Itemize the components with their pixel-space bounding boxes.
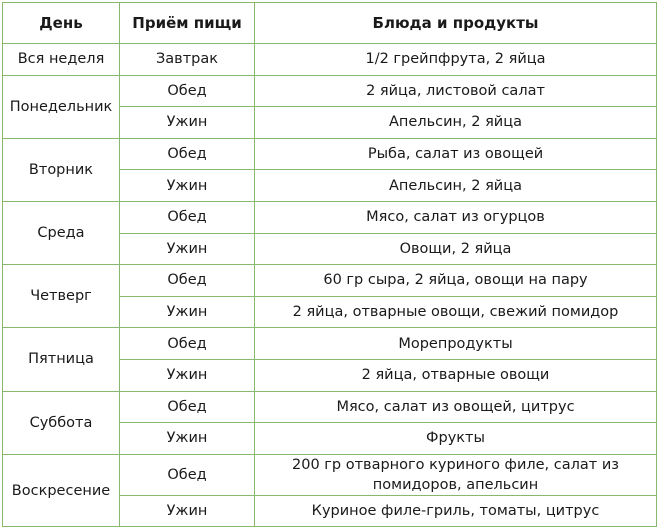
meal-cell: Завтрак (120, 44, 255, 76)
meal-cell: Ужин (120, 296, 255, 328)
meal-cell: Обед (120, 454, 255, 495)
day-cell: Понедельник (3, 75, 120, 138)
food-cell: 200 гр отварного куриного филе, салат из помидоров, апельсин (255, 454, 657, 495)
day-cell: Четверг (3, 265, 120, 328)
meal-cell: Ужин (120, 170, 255, 202)
food-cell: 60 гр сыра, 2 яйца, овощи на пару (255, 265, 657, 297)
day-cell: Воскресение (3, 454, 120, 527)
food-cell: Апельсин, 2 яйца (255, 170, 657, 202)
food-cell: Мясо, салат из огурцов (255, 201, 657, 233)
header-day: День (3, 3, 120, 44)
food-cell: Куриное филе-гриль, томаты, цитрус (255, 495, 657, 527)
food-cell: 2 яйца, листовой салат (255, 75, 657, 107)
food-cell: 2 яйца, отварные овощи, свежий помидор (255, 296, 657, 328)
meal-cell: Ужин (120, 233, 255, 265)
meal-cell: Обед (120, 328, 255, 360)
meal-cell: Ужин (120, 359, 255, 391)
day-cell: Вся неделя (3, 44, 120, 76)
meal-cell: Ужин (120, 107, 255, 139)
table-row (3, 265, 657, 297)
diet-table (2, 2, 657, 527)
table-row (3, 44, 657, 76)
food-cell: Фрукты (255, 423, 657, 455)
table-row (3, 138, 657, 170)
table-row (3, 328, 657, 360)
food-cell: 1/2 грейпфрута, 2 яйца (255, 44, 657, 76)
meal-cell: Обед (120, 138, 255, 170)
table-row (3, 75, 657, 107)
header-row (3, 3, 657, 44)
food-cell: Морепродукты (255, 328, 657, 360)
food-cell: Рыба, салат из овощей (255, 138, 657, 170)
table-row (3, 201, 657, 233)
day-cell: Суббота (3, 391, 120, 454)
header-food: Блюда и продукты (255, 3, 657, 44)
meal-cell: Ужин (120, 495, 255, 527)
meal-cell: Обед (120, 75, 255, 107)
day-cell: Вторник (3, 138, 120, 201)
table-row (3, 391, 657, 423)
meal-cell: Обед (120, 391, 255, 423)
header-meal: Приём пищи (120, 3, 255, 44)
meal-cell: Обед (120, 201, 255, 233)
meal-cell: Ужин (120, 423, 255, 455)
food-cell: Мясо, салат из овощей, цитрус (255, 391, 657, 423)
food-cell: Овощи, 2 яйца (255, 233, 657, 265)
meal-cell: Обед (120, 265, 255, 297)
table-row (3, 454, 657, 495)
food-cell: 2 яйца, отварные овощи (255, 359, 657, 391)
day-cell: Пятница (3, 328, 120, 391)
food-cell: Апельсин, 2 яйца (255, 107, 657, 139)
day-cell: Среда (3, 201, 120, 264)
